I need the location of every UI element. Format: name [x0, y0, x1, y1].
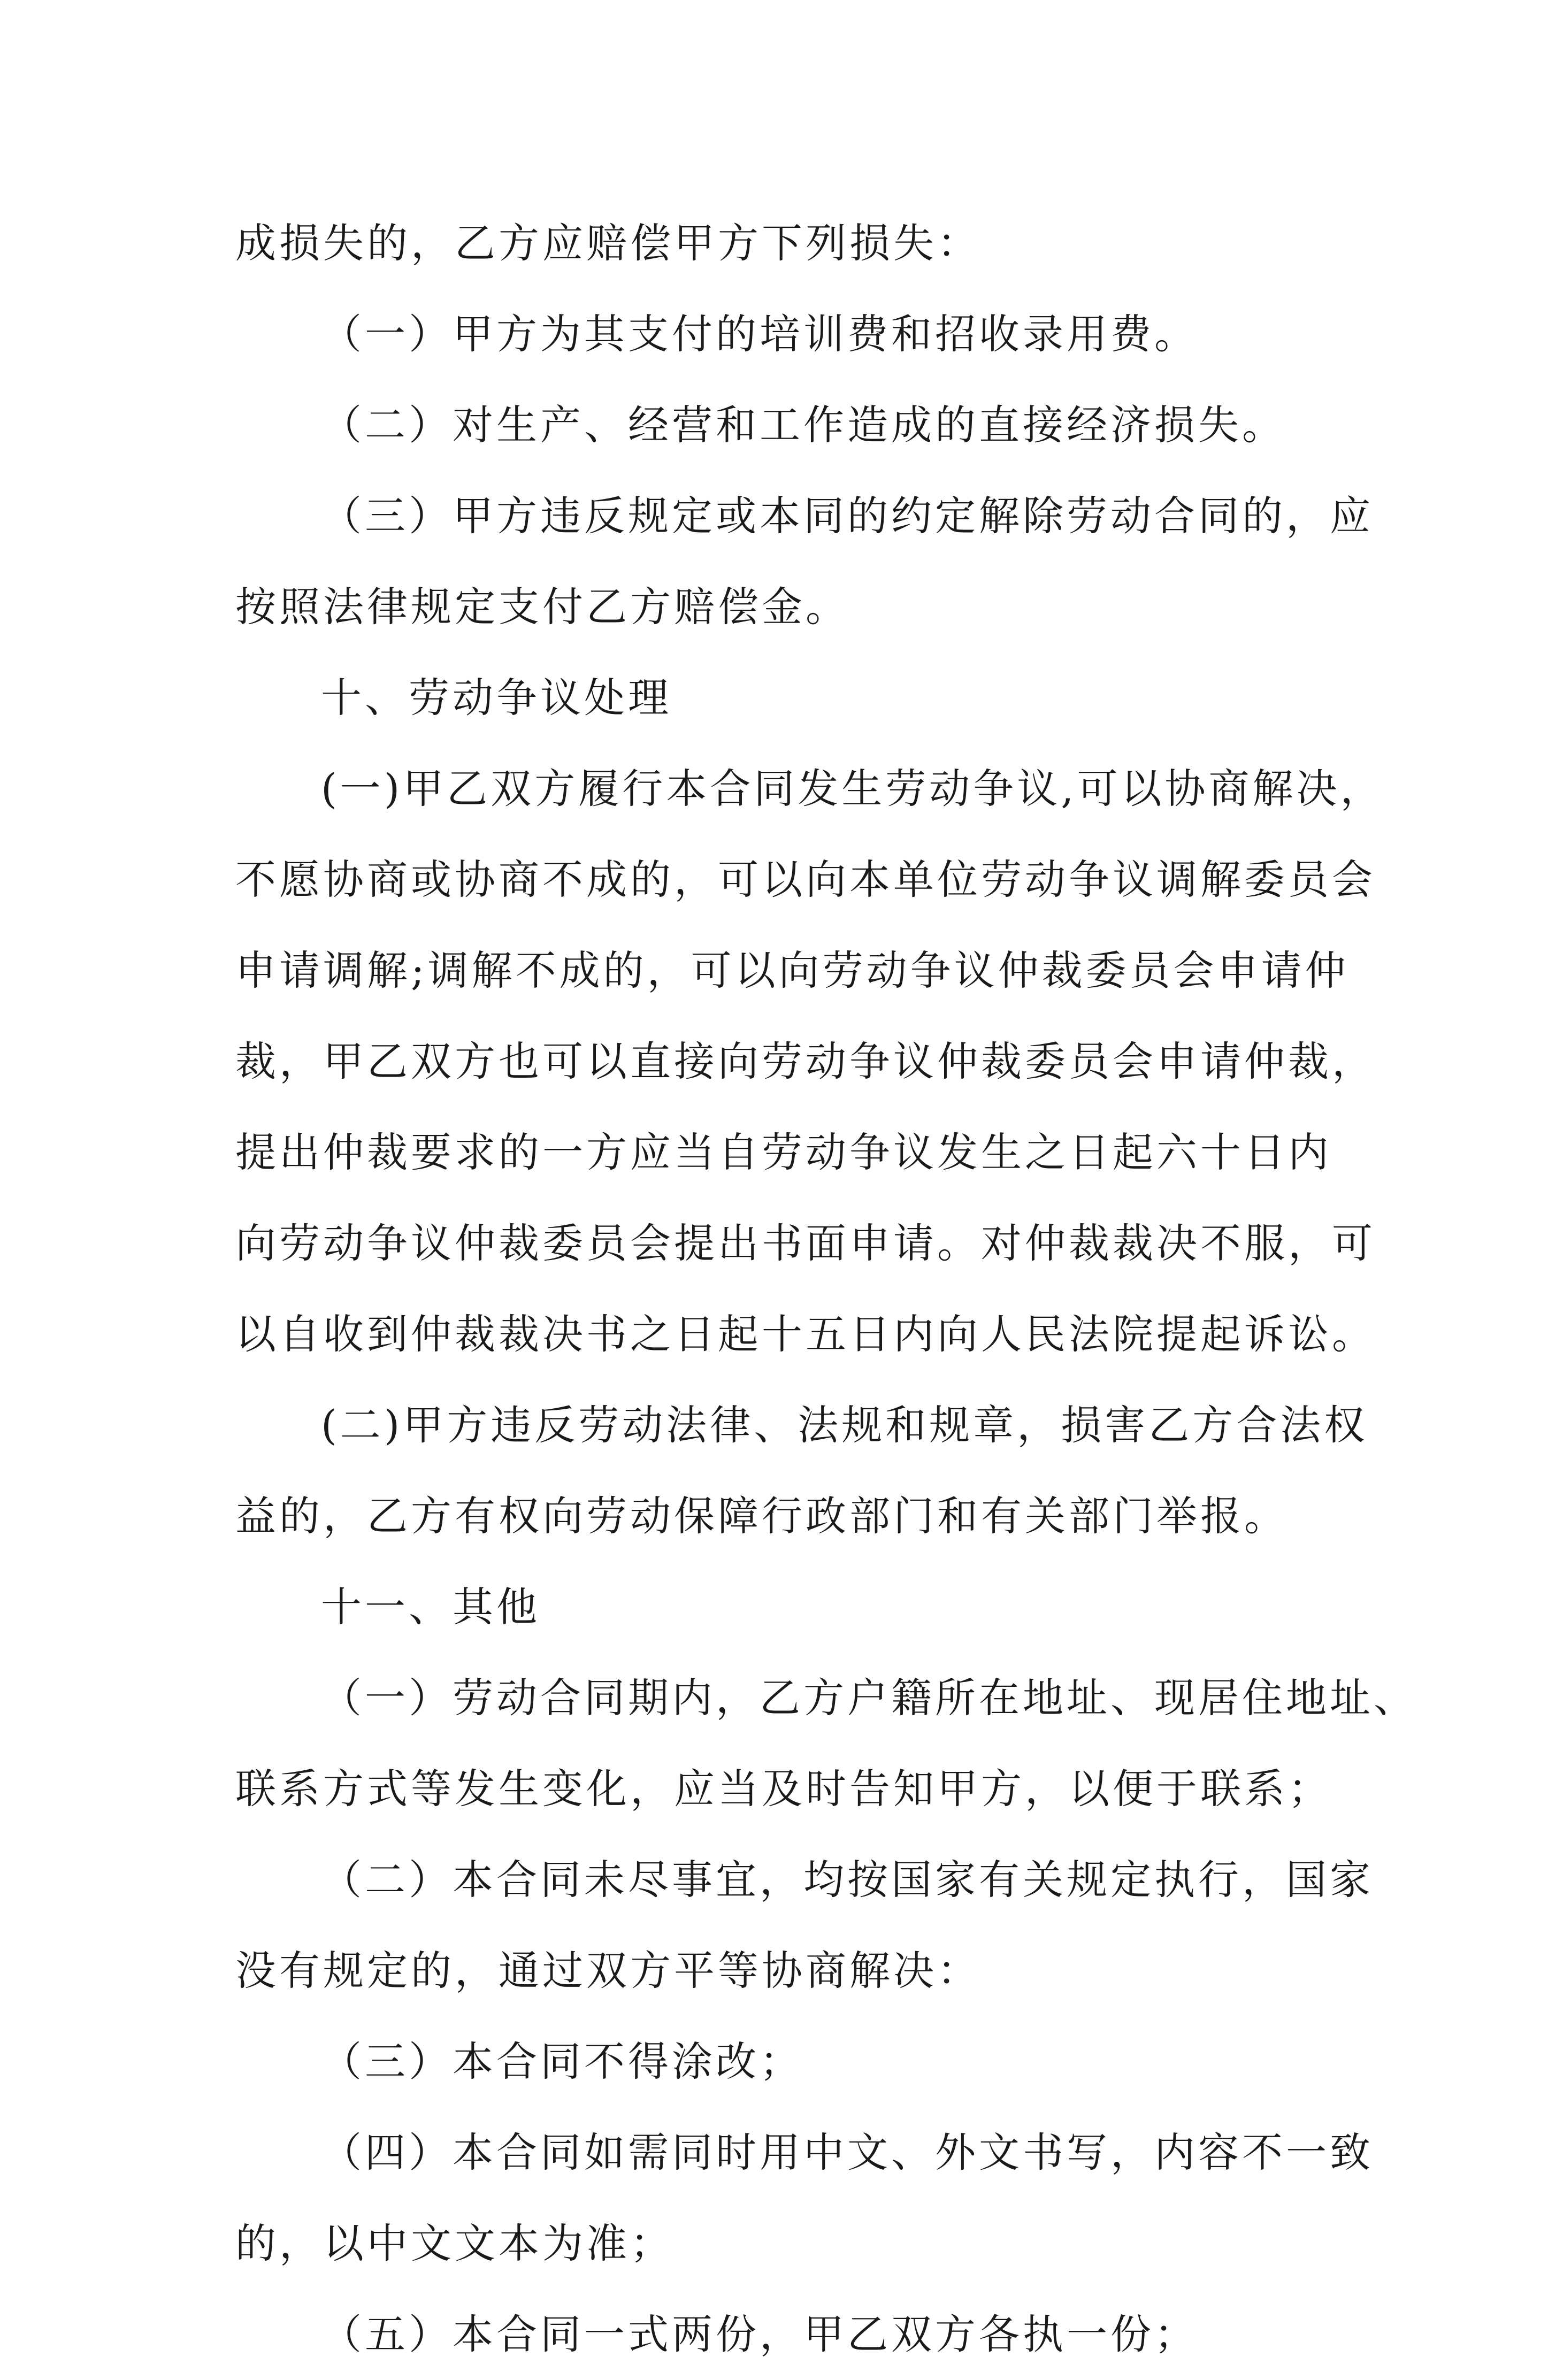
clause-item-3: （三）甲方违反规定或本同的约定解除劳动合同的，应 [321, 492, 1374, 540]
other-clause-2-line-2: 没有规定的，通过双方平等协商解决： [235, 1947, 981, 1994]
other-clause-4-line-2: 的，以中文文本为准； [235, 2220, 674, 2267]
dispute-clause-1-line-5: 提出仲裁要求的一方应当自劳动争议发生之日起六十日内 [235, 1128, 1332, 1176]
dispute-clause-1-line-6: 向劳动争议仲裁委员会提出书面申请。对仲裁裁决不服，可 [235, 1219, 1376, 1267]
other-clause-5: （五）本合同一式两份，甲乙双方各执一份； [321, 2310, 1198, 2358]
other-clause-2: （二）本合同未尽事宜，均按国家有关规定执行，国家 [321, 1856, 1374, 1903]
section-heading-labor-dispute: 十、劳动争议处理 [321, 674, 672, 721]
dispute-clause-1-line-2: 不愿协商或协商不成的，可以向本单位劳动争议调解委员会 [235, 856, 1376, 903]
dispute-clause-1-line-3: 申请调解;调解不成的，可以向劳动争议仲裁委员会申请仲 [235, 947, 1349, 994]
dispute-clause-2-line-2: 益的，乙方有权向劳动保障行政部门和有关部门举报。 [235, 1492, 1288, 1540]
other-clause-3: （三）本合同不得涂改； [321, 2038, 803, 2085]
contract-body [235, 198, 1417, 2380]
clause-item-3-continued: 按照法律规定支付乙方赔偿金。 [235, 583, 849, 631]
dispute-clause-1: (一)甲乙双方履行本合同发生劳动争议,可以协商解决， [321, 765, 1384, 812]
other-clause-1: （一）劳动合同期内，乙方户籍所在地址、现居住地址、 [321, 1674, 1417, 1722]
text-line-continuation: 成损失的，乙方应赔偿甲方下列损失： [235, 219, 981, 267]
dispute-clause-1-line-7: 以自收到仲裁裁决书之日起十五日内向人民法院提起诉讼。 [235, 1310, 1376, 1358]
clause-item-2: （二）对生产、经营和工作造成的直接经济损失。 [321, 401, 1286, 449]
section-heading-other: 十一、其他 [321, 1583, 540, 1631]
other-clause-1-line-2: 联系方式等发生变化，应当及时告知甲方，以便于联系； [235, 1765, 1332, 1813]
dispute-clause-2: (二)甲方违反劳动法律、法规和规章，损害乙方合法权 [321, 1401, 1368, 1449]
dispute-clause-1-line-4: 裁，甲乙双方也可以直接向劳动争议仲裁委员会申请仲裁， [235, 1038, 1376, 1085]
clause-item-1: （一）甲方为其支付的培训费和招收录用费。 [321, 310, 1198, 358]
other-clause-4: （四）本合同如需同时用中文、外文书写，内容不一致 [321, 2129, 1374, 2176]
